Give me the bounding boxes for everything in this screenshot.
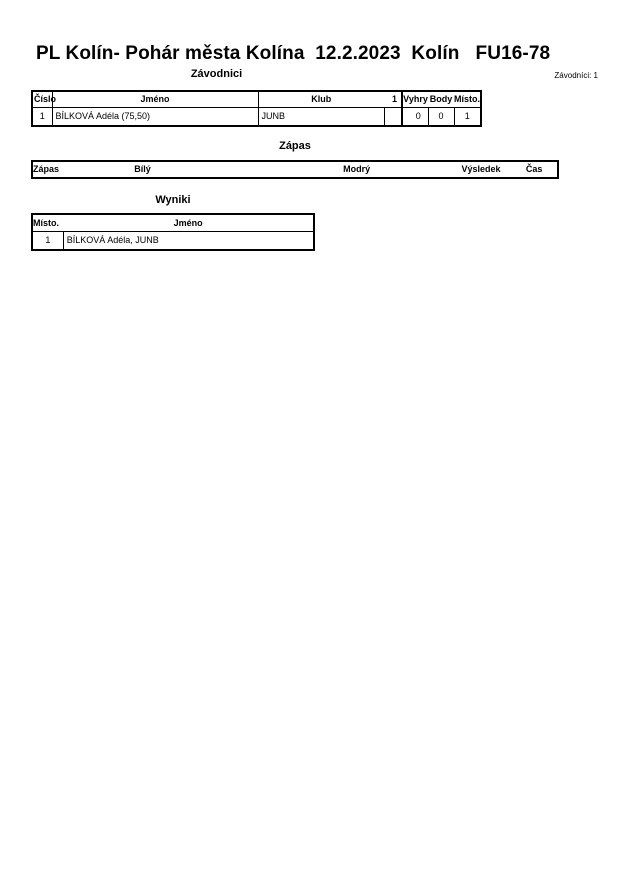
col-blue: Modrý — [343, 164, 371, 174]
col-result-name: Jméno — [63, 214, 314, 232]
matches-header-row — [32, 161, 558, 178]
results-table — [31, 213, 315, 251]
competitor-name: BÍLKOVÁ Adéla (75,50) — [52, 108, 258, 127]
competitor-place: 1 — [454, 108, 481, 127]
competitors-count: Závodníci: 1 — [554, 71, 598, 80]
competitors-heading: Závodnici — [190, 68, 243, 80]
results-heading: Wyniki — [155, 194, 191, 206]
col-wins: Vyhry — [402, 91, 428, 108]
competitor-points: 0 — [428, 108, 454, 127]
col-name: Jméno — [52, 91, 258, 108]
competitor-wins: 0 — [402, 108, 428, 127]
results-header-row — [32, 214, 314, 232]
col-match: Zápas — [33, 164, 60, 174]
competitors-table — [31, 90, 482, 127]
col-result-place: Místo. — [32, 214, 63, 232]
table-row — [32, 108, 481, 127]
competitor-club: JUNB — [258, 108, 384, 127]
result-name: BÍLKOVÁ Adéla, JUNB — [63, 232, 314, 251]
matches-heading: Zápas — [279, 140, 311, 152]
col-white: Bílý — [134, 164, 151, 174]
competitors-header-row — [32, 91, 481, 108]
result-place: 1 — [45, 235, 51, 245]
col-place: Místo. — [454, 91, 481, 108]
competitor-round-1 — [384, 108, 402, 127]
competitor-number: 1 — [32, 108, 52, 127]
col-round-1: 1 — [384, 91, 402, 108]
col-points: Body — [428, 91, 454, 108]
col-time: Čas — [525, 164, 543, 174]
col-result: Výsledek — [461, 164, 501, 174]
col-club: Klub — [258, 91, 384, 108]
table-row — [32, 232, 314, 251]
page-title: PL Kolín- Pohár města Kolína 12.2.2023 Kolín FU16-78 — [36, 43, 551, 64]
col-number: Číslo — [32, 91, 52, 108]
matches-table — [31, 160, 559, 179]
